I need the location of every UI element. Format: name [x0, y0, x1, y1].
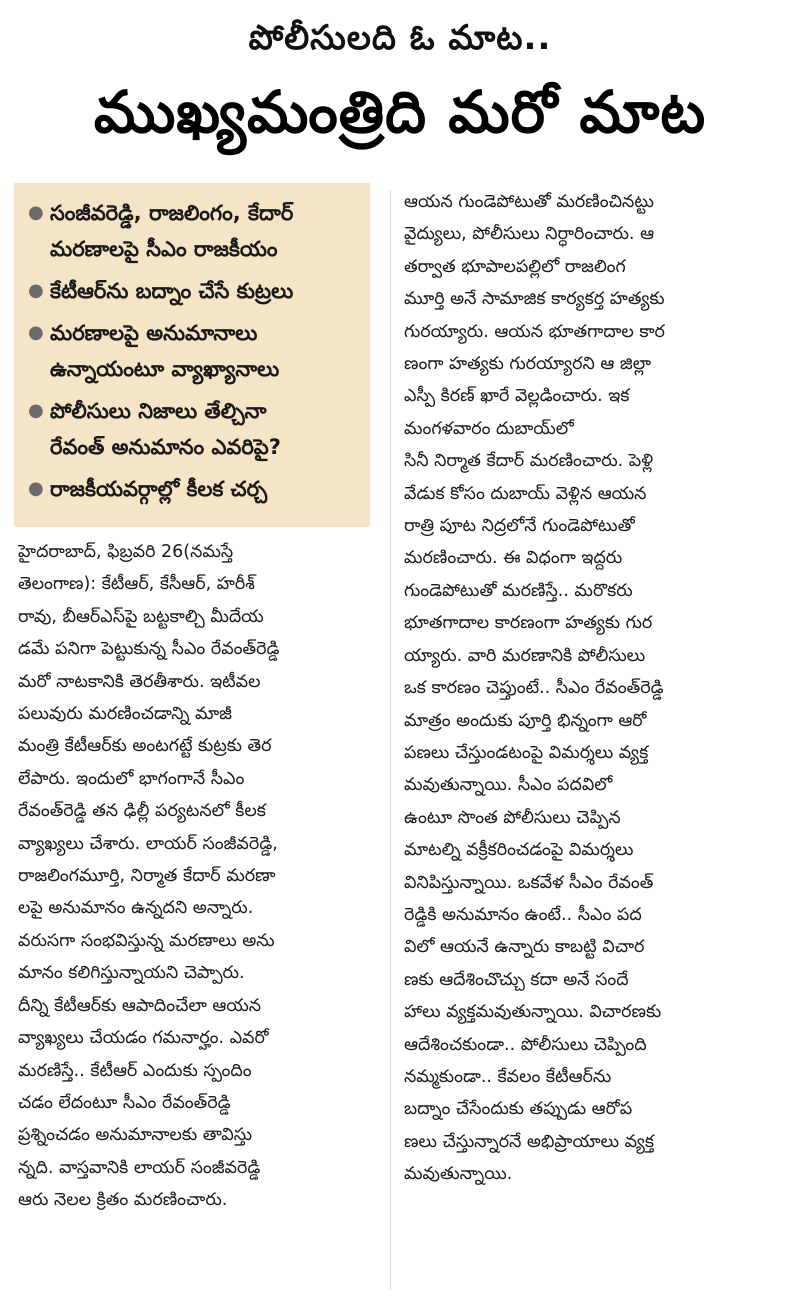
highlight-item: [28, 273, 360, 309]
article-line: మరణించారు. ఈ విధంగా ఇద్దరు: [404, 548, 623, 569]
bullet-dot-icon: ●: [28, 280, 44, 301]
article-line: వైద్యులు, పోలీసులు నిర్ధారించారు. ఆ: [404, 224, 655, 245]
article-line: రెడ్డికి అనుమానం ఉంటే.. సీఎం పద: [404, 904, 642, 925]
article-line: రావు, బీఆర్‌ఎస్‌పై బట్టకాల్చి మీదేయ: [18, 606, 264, 627]
article-line: రాత్రి పూట నిద్రలోనే గుండెపోటుతో: [404, 516, 635, 537]
article-line: మంగళవారం దుబాయ్‌లో: [404, 418, 574, 439]
article-line: ణంగా హత్యకు గురయ్యారని ఆ జిల్లా: [404, 354, 652, 375]
bullet-dot-icon: ●: [28, 322, 44, 343]
article-line: మరణిస్తే.. కేటీఆర్ ఎందుకు స్పందిం: [18, 1060, 252, 1081]
article-line: ఎస్పీ కిరణ్ ఖారే వెల్లడించారు. ఇక: [404, 386, 630, 407]
article-line: లేపారు. ఇందులో భాగంగానే సీఎం: [18, 768, 245, 789]
bullet-dot-icon: ●: [28, 202, 44, 223]
article-line: మాత్రం అందుకు పూర్తి భిన్నంగా ఆరో: [404, 710, 647, 731]
article-line: తర్వాత భూపాలపల్లిలో రాజలింగ: [404, 256, 626, 277]
article-line: న్నది. వాస్తవానికి లాయర్ సంజీవరెడ్డి: [18, 1157, 261, 1178]
article-line: గుండెపోటుతో మరణిస్తే.. మరొకరు: [404, 580, 633, 601]
highlight-item: [28, 315, 360, 387]
article-line: నమ్మకుండా.. కేవలం కేటీఆర్‌ను: [404, 1066, 612, 1087]
article-line: ఆదేశించకుండా.. పోలీసులు చెప్పింది: [404, 1034, 647, 1055]
article-line: మూర్తి అనే సామాజిక కార్యకర్త హత్యకు: [404, 289, 665, 310]
article-line: హాలు వ్యక్తమవుతున్నాయి. విచారణకు: [404, 1002, 662, 1023]
article-line: సినీ నిర్మాత కేదార్ మరణించారు. పెళ్లి: [404, 451, 654, 472]
highlight-text: [50, 315, 360, 387]
article-line: ణకు ఆదేశించొచ్చు కదా అనే సందే: [404, 969, 629, 990]
article-line: హైదరాబాద్, ఫిబ్రవరి 26(నమస్తే: [18, 542, 234, 562]
main-headline: ముఖ్యమంత్రిది మరో మాట: [93, 78, 707, 146]
article-line: మాటల్ని వక్రీకరించడంపై విమర్శలు: [404, 840, 634, 861]
article-line: మానం కలిగిస్తున్నాయని చెప్పారు.: [18, 963, 245, 984]
article-line: వ్యాఖ్యలు చేశారు. లాయర్ సంజీవరెడ్డి,: [18, 833, 278, 854]
article-line: ఆరు నెలల క్రితం మరణించారు.: [18, 1190, 228, 1211]
article-line: పణలు చేస్తుండటంపై విమర్శలు వ్యక్త: [404, 742, 649, 763]
article-line: వ్యాఖ్యలు చేయడం గమనార్హం. ఎవరో: [18, 1028, 269, 1049]
highlight-item: [28, 195, 360, 267]
highlight-line: సంజీవరెడ్డి, రాజలింగం, కేదార్: [50, 201, 294, 225]
article-line: మవుతున్నాయి.: [404, 1164, 513, 1185]
highlight-line: మరణాలపై సీఎం రాజకీయం: [50, 237, 278, 261]
highlight-line: కేటీఆర్‌ను బద్నాం చేసే కుట్రలు: [50, 279, 294, 303]
article-column-left: [18, 536, 370, 1217]
article-line: వరుసగా సంభవిస్తున్న మరణాలు అను: [18, 930, 275, 951]
article-line: విలో ఆయనే ఉన్నారు కాబట్టి విచార: [404, 937, 645, 958]
article-line: లపై అనుమానం ఉన్నదని అన్నారు.: [18, 898, 254, 919]
article-line: ఆయన గుండెపోటుతో మరణించినట్టు: [404, 192, 654, 212]
highlight-item: [28, 471, 360, 507]
article-line: వినిపిస్తున్నాయి. ఒకవేళ సీఎం రేవంత్: [404, 872, 654, 893]
highlight-text: [50, 195, 360, 267]
article-line: ణలు చేస్తున్నారనే అభిప్రాయాలు వ్యక్త: [404, 1131, 655, 1152]
article-line: రేవంత్‌రెడ్డి తన ఢిల్లీ పర్యటనలో కీలక: [18, 801, 266, 822]
article-line: వేడుక కోసం దుబాయ్ వెళ్లిన ఆయన: [404, 483, 647, 504]
article-line: బద్నాం చేసేందుకు తప్పుడు ఆరోప: [404, 1099, 633, 1120]
highlight-line: రేవంత్ అనుమానం ఎవరిపై?: [50, 435, 281, 459]
article-line: భూతగాదాల కారణంగా హత్యకు గుర: [404, 613, 653, 634]
article-line: ఒక కారణం చెప్తుంటే.. సీఎం రేవంత్‌రెడ్డి: [404, 678, 664, 699]
highlight-line: మరణాలపై అనుమానాలు: [50, 321, 258, 345]
highlight-item: [28, 393, 360, 465]
article-line: దీన్ని కేటీఆర్‌కు ఆపాదించేలా ఆయన: [18, 995, 262, 1016]
highlight-text: [50, 273, 360, 309]
highlight-text: [50, 471, 360, 507]
highlight-line: ఉన్నాయంటూ వ్యాఖ్యానాలు: [50, 357, 280, 381]
bullet-dot-icon: ●: [28, 400, 44, 421]
article-line: తెలంగాణ): కేటీఆర్, కేసీఆర్, హరీశ్: [18, 574, 255, 595]
article-line: గురయ్యారు. ఆయన భూతగాదాల కార: [404, 321, 665, 342]
article-line: పలువురు మరణించడాన్ని మాజీ: [18, 704, 232, 725]
article-line: చడం లేదంటూ సీఎం రేవంత్‌రెడ్డి: [18, 1092, 231, 1113]
article-line: ఉంటూ సొంత పోలీసులు చెప్పిన: [404, 807, 621, 828]
article-line: మవుతున్నాయి. సీఎం పదవిలో: [404, 775, 613, 796]
article-column-right: [404, 186, 784, 1191]
article-line: డమే పనిగా పెట్టుకున్న సీఎం రేవంత్‌రెడ్డి: [18, 639, 280, 660]
highlight-text: [50, 393, 360, 465]
column-divider: [390, 190, 391, 1290]
highlights-box: [14, 183, 370, 527]
highlight-line: రాజకీయవర్గాల్లో కీలక చర్చ: [50, 477, 268, 501]
highlight-line: పోలీసులు నిజాలు తేల్చినా: [50, 399, 267, 423]
article-line: య్యారు. వారి మరణానికి పోలీసులు: [404, 645, 646, 666]
kicker-headline: పోలీసులది ఓ మాట..: [248, 18, 552, 58]
article-line: ప్రశ్నించడం అనుమానాలకు తావిస్తు: [18, 1125, 253, 1146]
article-line: మంత్రి కేటీఆర్‌కు అంటగట్టే కుట్రకు తెర: [18, 736, 272, 757]
article-line: మరో నాటకానికి తెరతీశారు. ఇటీవల: [18, 671, 261, 692]
article-line: రాజలింగమూర్తి, నిర్మాత కేదార్ మరణా: [18, 866, 276, 887]
bullet-dot-icon: ●: [28, 478, 44, 499]
